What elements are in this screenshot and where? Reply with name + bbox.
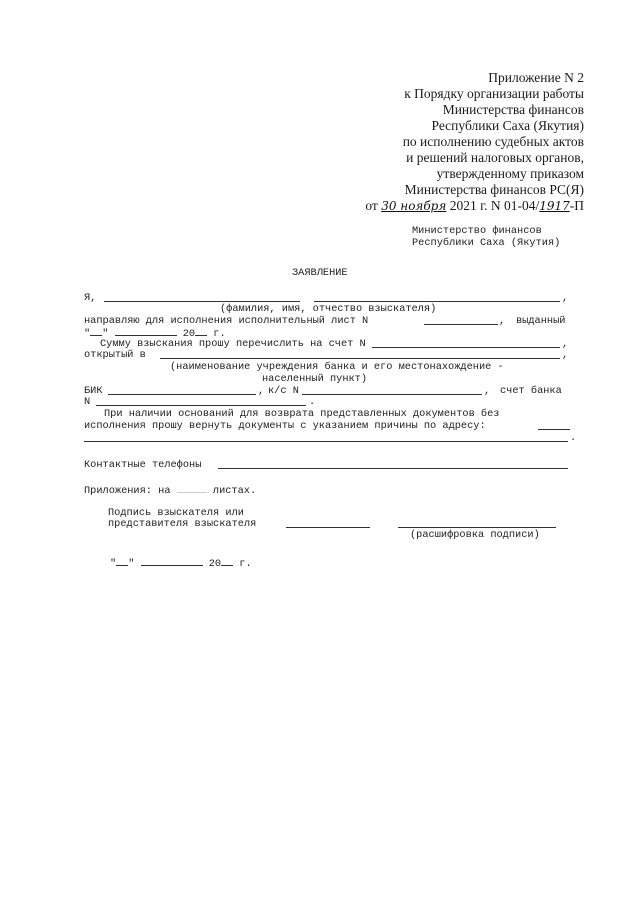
final-date-line: " " 20 г. bbox=[110, 558, 252, 570]
date-year-field[interactable] bbox=[195, 326, 207, 336]
bik-label: БИК bbox=[84, 385, 103, 397]
return-line-2: исполнения прошу вернуть документы с указанием причины по адресу: bbox=[84, 420, 486, 432]
return-line-1: При наличии оснований для возврата представленных документов без bbox=[104, 408, 500, 420]
approval-line-5: по исполнению судебных актов bbox=[402, 134, 584, 149]
date-month-field[interactable] bbox=[115, 326, 177, 336]
approval-line-8: Министерства финансов РС(Я) bbox=[404, 182, 584, 197]
final-date-month-field[interactable] bbox=[141, 556, 203, 566]
bank-account-label: счет банка bbox=[500, 385, 562, 397]
approval-line-4: Республики Саха (Якутия) bbox=[431, 118, 584, 133]
opened-text: открытый в bbox=[84, 349, 146, 361]
approval-date-prefix: от bbox=[365, 198, 378, 213]
date-day-field[interactable] bbox=[90, 326, 102, 336]
form-title: ЗАЯВЛЕНИЕ bbox=[292, 267, 348, 279]
fio-caption: (фамилия, имя, отчество взыскателя) bbox=[220, 303, 437, 315]
final-date-year-field[interactable] bbox=[221, 556, 233, 566]
approval-number-handwritten: 1917 bbox=[539, 199, 570, 213]
fio-line-a[interactable] bbox=[104, 301, 300, 302]
approval-line-3: Министерства финансов bbox=[442, 102, 584, 117]
signature-decode-field[interactable] bbox=[398, 527, 556, 528]
fio-line-b[interactable] bbox=[314, 301, 560, 302]
phones-field[interactable] bbox=[218, 468, 568, 469]
return-address-field-b[interactable] bbox=[84, 441, 568, 442]
attachments-line: Приложения: на листах. bbox=[84, 485, 257, 497]
bank-account-field[interactable] bbox=[96, 405, 306, 406]
ks-label: к/с N bbox=[268, 385, 299, 397]
transfer-text: Сумму взыскания прошу перечислить на счет N bbox=[100, 338, 366, 350]
recipient-line-1: Министерство финансов bbox=[412, 225, 542, 237]
attachments-count-field[interactable] bbox=[177, 483, 207, 493]
writ-number-field[interactable] bbox=[424, 324, 498, 325]
bik-field[interactable] bbox=[108, 394, 256, 395]
signature-field[interactable] bbox=[286, 527, 370, 528]
recipient-line-2: Республики Саха (Якутия) bbox=[412, 237, 561, 249]
approval-block bbox=[284, 70, 584, 214]
approval-line-7: утвержденному приказом bbox=[436, 166, 584, 181]
approval-line-1: Приложение N 2 bbox=[488, 70, 584, 85]
bank-caption-1: (наименование учреждения банка и его местонахождение - bbox=[170, 361, 504, 373]
bank-caption-2: населенный пункт) bbox=[262, 373, 368, 385]
ks-field[interactable] bbox=[302, 394, 482, 395]
final-date-day-field[interactable] bbox=[116, 556, 128, 566]
n-label: N bbox=[84, 396, 91, 408]
signature-line-1: Подпись взыскателя или bbox=[108, 507, 244, 519]
approval-line-6: и решений налоговых органов, bbox=[406, 150, 584, 165]
approval-line-2: к Порядку организации работы bbox=[404, 86, 584, 101]
date-line-1: " " 20 г. bbox=[84, 328, 226, 340]
return-address-field-a[interactable] bbox=[538, 429, 570, 430]
account-number-field[interactable] bbox=[372, 347, 560, 348]
bank-name-field[interactable] bbox=[160, 358, 560, 359]
approval-date-handwritten: 30 ноября bbox=[381, 199, 447, 213]
i-prefix: Я, bbox=[84, 292, 97, 304]
approval-date-mid: 2021 г. N 01-04/ bbox=[449, 198, 540, 213]
issued-text: выданный bbox=[516, 315, 566, 327]
approval-number-suffix: -П bbox=[569, 198, 584, 213]
signature-line-2: представителя взыскателя bbox=[108, 518, 257, 530]
send-text: направляю для исполнения исполнительный лист N bbox=[84, 315, 369, 327]
phones-label: Контактные телефоны bbox=[84, 459, 202, 471]
decode-caption: (расшифровка подписи) bbox=[410, 529, 540, 541]
approval-date-line bbox=[284, 198, 584, 214]
